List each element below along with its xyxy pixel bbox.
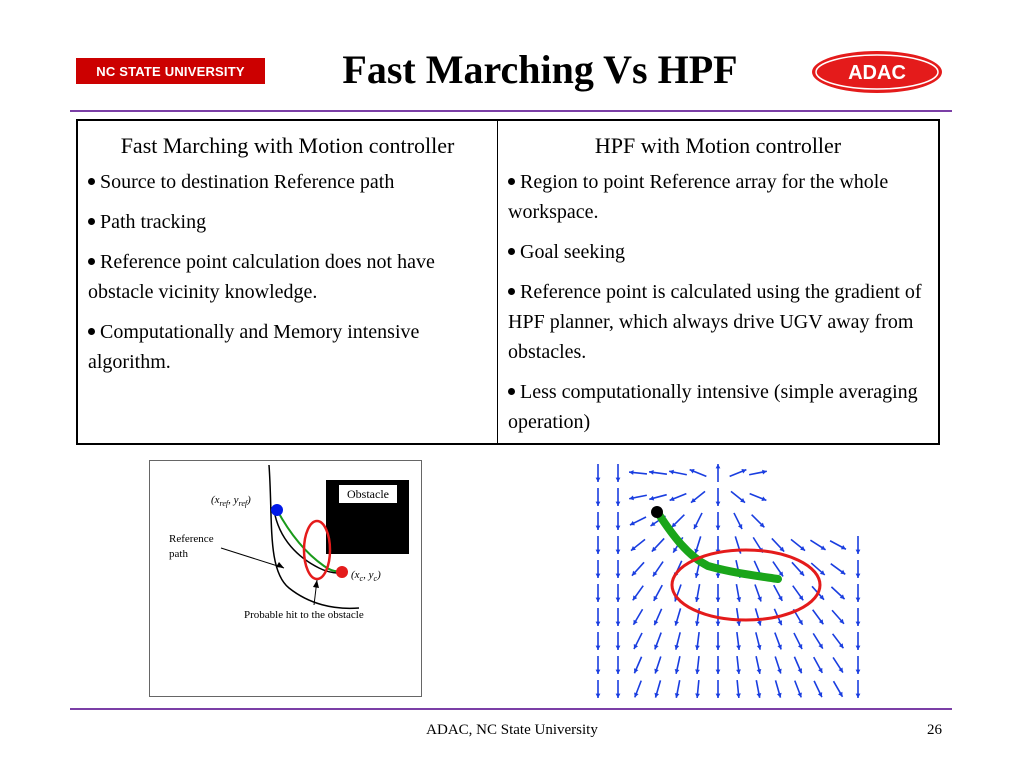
bullet-dot-icon	[88, 328, 95, 335]
adac-logo	[810, 49, 944, 95]
fast-marching-column	[78, 121, 498, 443]
fast-marching-bullet	[88, 167, 487, 197]
footer-divider	[70, 708, 952, 710]
bullet-dot-icon	[508, 178, 515, 185]
bullet-text: Goal seeking	[520, 241, 625, 263]
probable-hit-label: Probable hit to the obstacle	[244, 609, 364, 621]
bullet-text: Path tracking	[100, 211, 207, 233]
obstacle-region	[770, 461, 872, 529]
reference-path-label: Reference path	[169, 533, 214, 560]
bullet-text: Reference point is calculated using the gradient of HPF planner, which always drive UGV away from obstacles.	[508, 281, 922, 363]
adac-logo-text: ADAC	[848, 62, 906, 84]
page-number: 26	[927, 722, 942, 738]
fast-marching-bullet	[88, 207, 487, 237]
hpf-column	[498, 121, 938, 443]
hpf-bullet	[508, 377, 928, 437]
start-point	[651, 506, 663, 518]
fast-marching-heading: Fast Marching with Motion controller	[120, 133, 455, 158]
current-point	[336, 566, 348, 578]
bullet-text: Region to point Reference array for the whole workspace.	[508, 171, 889, 223]
bullet-dot-icon	[88, 218, 95, 225]
obstacle-label: Obstacle	[347, 487, 389, 501]
hpf-vector-field	[588, 461, 872, 699]
bullet-text: Computationally and Memory intensive algorithm.	[88, 321, 420, 373]
comparison-table	[76, 119, 940, 445]
bullet-dot-icon	[508, 388, 515, 395]
fast-marching-bullet	[88, 317, 487, 377]
bullet-text: Source to destination Reference path	[100, 171, 395, 193]
current-point-label: ($x_c$, $y_c$)	[351, 569, 381, 583]
fast-marching-bullet	[88, 247, 487, 307]
bullet-text: Less computationally intensive (simple averaging operation)	[508, 381, 918, 433]
header-divider	[70, 110, 952, 112]
nc-state-logo: NC STATE UNIVERSITY	[76, 58, 265, 84]
hpf-bullet	[508, 277, 928, 367]
bullet-dot-icon	[88, 178, 95, 185]
hpf-bullet	[508, 237, 928, 267]
reference-point	[271, 504, 283, 516]
bullet-text: Reference point calculation does not have obstacle vicinity knowledge.	[88, 251, 435, 303]
hpf-heading: HPF with Motion controller	[594, 133, 842, 158]
footer-text: ADAC, NC State University	[426, 722, 598, 738]
bullet-dot-icon	[508, 288, 515, 295]
reference-point-label: ($x_{ref}$, $y_{ref}$)	[211, 494, 251, 508]
bullet-dot-icon	[508, 248, 515, 255]
hpf-bullet	[508, 167, 928, 227]
bullet-dot-icon	[88, 258, 95, 265]
fast-marching-diagram	[149, 460, 422, 697]
slide-title: Fast Marching Vs HPF	[342, 47, 738, 92]
